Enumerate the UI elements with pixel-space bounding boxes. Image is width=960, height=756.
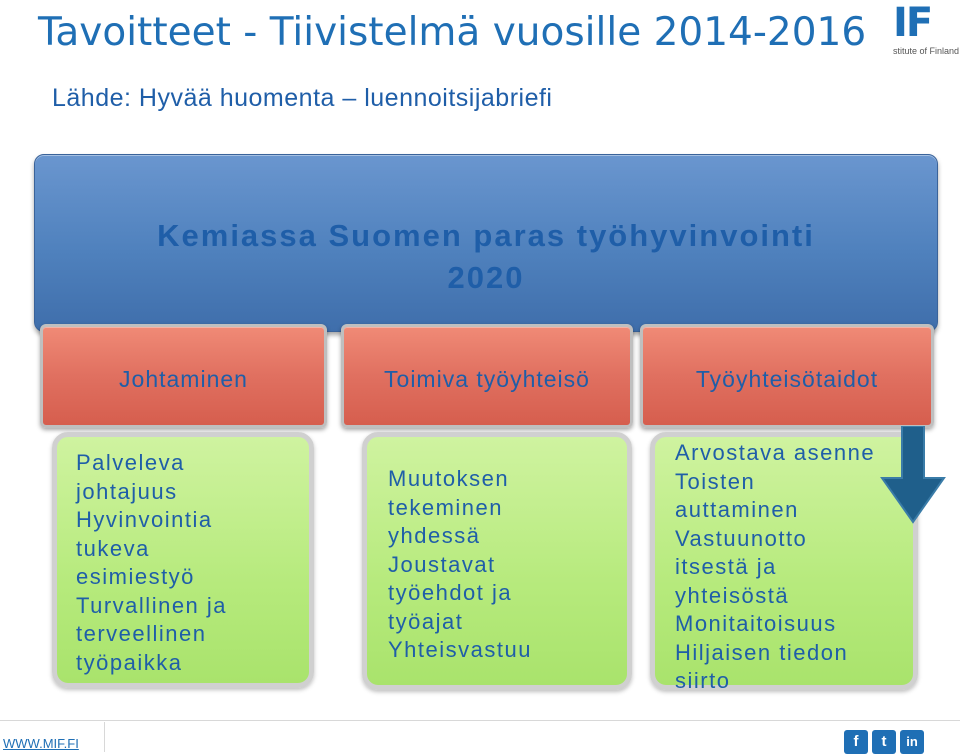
source-line: Lähde: Hyvää huomenta – luennoitsijabriefi	[52, 84, 553, 112]
box-line: itsestä ja	[675, 554, 777, 579]
box-line: työehdot ja	[388, 580, 513, 605]
vision-line-2: 2020	[447, 260, 525, 295]
box-line: Palveleva	[76, 450, 185, 475]
box-line: Hyvinvointia	[76, 507, 213, 532]
footer-divider	[0, 720, 960, 721]
vision-line-1: Kemiassa Suomen paras työhyvinvointi	[157, 218, 815, 253]
pillar-johtaminen	[40, 324, 327, 428]
box-line: Turvallinen ja	[76, 592, 228, 618]
box-line: yhteisöstä	[675, 582, 790, 608]
pillar-label: Työyhteisötaidot	[695, 366, 879, 392]
footer-website-link[interactable]: WWW.MIF.FI	[3, 736, 79, 751]
box-line: johtajuus	[76, 478, 178, 504]
box-line: Arvostava asenne	[675, 440, 876, 465]
box-line: esimiestyö	[76, 564, 195, 589]
box-line: Muutoksen	[388, 466, 510, 491]
box-line: siirto	[675, 668, 731, 693]
pillar-toimiva-tyoyhteiso	[341, 324, 633, 428]
box-text	[675, 439, 875, 696]
box-line: työpaikka	[76, 649, 183, 675]
pillar-tyoyhteisotaidot	[640, 324, 934, 428]
box-line: tukeva	[76, 535, 150, 561]
box-line: Vastuunotto	[675, 525, 808, 551]
box-text	[388, 465, 532, 665]
institute-logo	[893, 2, 960, 62]
logo-mark: IF	[893, 0, 932, 46]
box-johtaminen	[52, 432, 314, 688]
box-line: auttaminen	[675, 497, 799, 522]
pillar-label: Toimiva työyhteisö	[384, 366, 590, 392]
pillar-label: Johtaminen	[119, 366, 248, 392]
box-line: tekeminen	[388, 494, 504, 520]
box-text	[76, 449, 227, 677]
vision-text	[35, 215, 937, 299]
footer-vertical-divider	[104, 722, 105, 752]
box-toimiva-tyoyhteiso	[362, 432, 632, 690]
twitter-icon[interactable]: t	[872, 730, 896, 754]
box-line: työajat	[388, 608, 464, 634]
box-line: terveellinen	[76, 621, 207, 646]
vision-banner	[34, 154, 938, 332]
slide-title: Tavoitteet - Tiivistelmä vuosille 2014-2016	[38, 10, 867, 55]
box-line: Hiljaisen tiedon	[675, 639, 849, 665]
facebook-icon[interactable]: f	[844, 730, 868, 754]
down-arrow-icon	[880, 426, 946, 524]
box-tyoyhteisotaidot	[650, 432, 918, 693]
box-line: Joustavat	[388, 551, 496, 577]
linkedin-icon[interactable]: in	[900, 730, 924, 754]
box-line: yhdessä	[388, 523, 481, 548]
box-line: Toisten	[675, 468, 756, 494]
logo-subtitle: stitute of Finland	[893, 46, 960, 56]
box-line: Yhteisvastuu	[388, 637, 532, 662]
box-line: Monitaitoisuus	[675, 611, 837, 636]
